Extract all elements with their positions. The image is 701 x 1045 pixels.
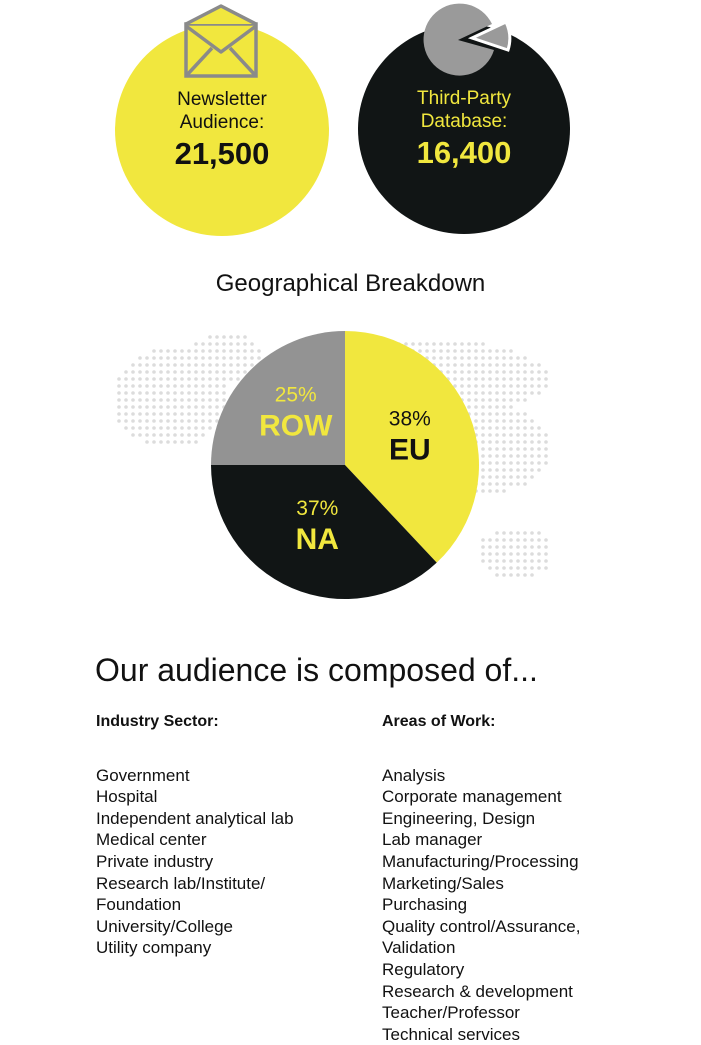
geographical-pie-chart bbox=[200, 320, 490, 610]
industry-sector-list bbox=[96, 765, 366, 959]
list-item: Independent analytical lab bbox=[96, 808, 294, 828]
list-item: Teacher/Professor bbox=[382, 1003, 520, 1023]
list-item: Private industry bbox=[96, 851, 214, 871]
list-item: Regulatory bbox=[382, 959, 465, 979]
list-item: Medical center bbox=[96, 830, 207, 850]
pie-percent-label: 38% bbox=[388, 407, 431, 431]
list-item: Validation bbox=[382, 938, 456, 958]
list-item: Purchasing bbox=[382, 895, 468, 915]
list-item: Quality control/Assurance, bbox=[382, 916, 581, 936]
list-item: Analysis bbox=[382, 765, 446, 785]
pie-region-label: EU bbox=[388, 433, 431, 467]
list-item: Lab manager bbox=[382, 830, 483, 850]
newsletter-audience-value: 21,500 bbox=[174, 136, 270, 171]
newsletter-audience-label: Newsletter Audience: bbox=[177, 89, 267, 133]
pie-region-label: NA bbox=[295, 522, 339, 556]
list-item: Engineering, Design bbox=[382, 808, 536, 828]
areas-of-work-list bbox=[382, 765, 682, 1045]
envelope-icon bbox=[182, 4, 260, 80]
list-item: Foundation bbox=[96, 895, 182, 915]
industry-sector-title: Industry Sector: bbox=[96, 713, 219, 730]
pie-region-label: ROW bbox=[259, 409, 333, 443]
pie-percent-label: 25% bbox=[274, 383, 317, 407]
list-item: Marketing/Sales bbox=[382, 873, 504, 893]
list-item: Corporate management bbox=[382, 787, 562, 807]
audience-composition-heading: Our audience is composed of... bbox=[95, 652, 538, 688]
areas-of-work-title: Areas of Work: bbox=[382, 713, 496, 730]
list-item: Government bbox=[96, 765, 190, 785]
list-item: University/College bbox=[96, 916, 233, 936]
pie-chart-icon bbox=[420, 0, 512, 86]
third-party-database-label: Third-Party Database: bbox=[417, 88, 511, 132]
geographical-breakdown-title: Geographical Breakdown bbox=[215, 270, 486, 297]
list-item: Hospital bbox=[96, 787, 158, 807]
areas-of-work-column bbox=[382, 711, 682, 1045]
third-party-database-value: 16,400 bbox=[416, 135, 512, 170]
list-item: Research & development bbox=[382, 981, 573, 1001]
list-item: Research lab/Institute/ bbox=[96, 873, 266, 893]
list-item: Utility company bbox=[96, 938, 212, 958]
industry-sector-column bbox=[96, 711, 366, 959]
list-item: Manufacturing/Processing bbox=[382, 851, 579, 871]
list-item: Technical services bbox=[382, 1024, 520, 1044]
pie-percent-label: 37% bbox=[296, 496, 339, 520]
